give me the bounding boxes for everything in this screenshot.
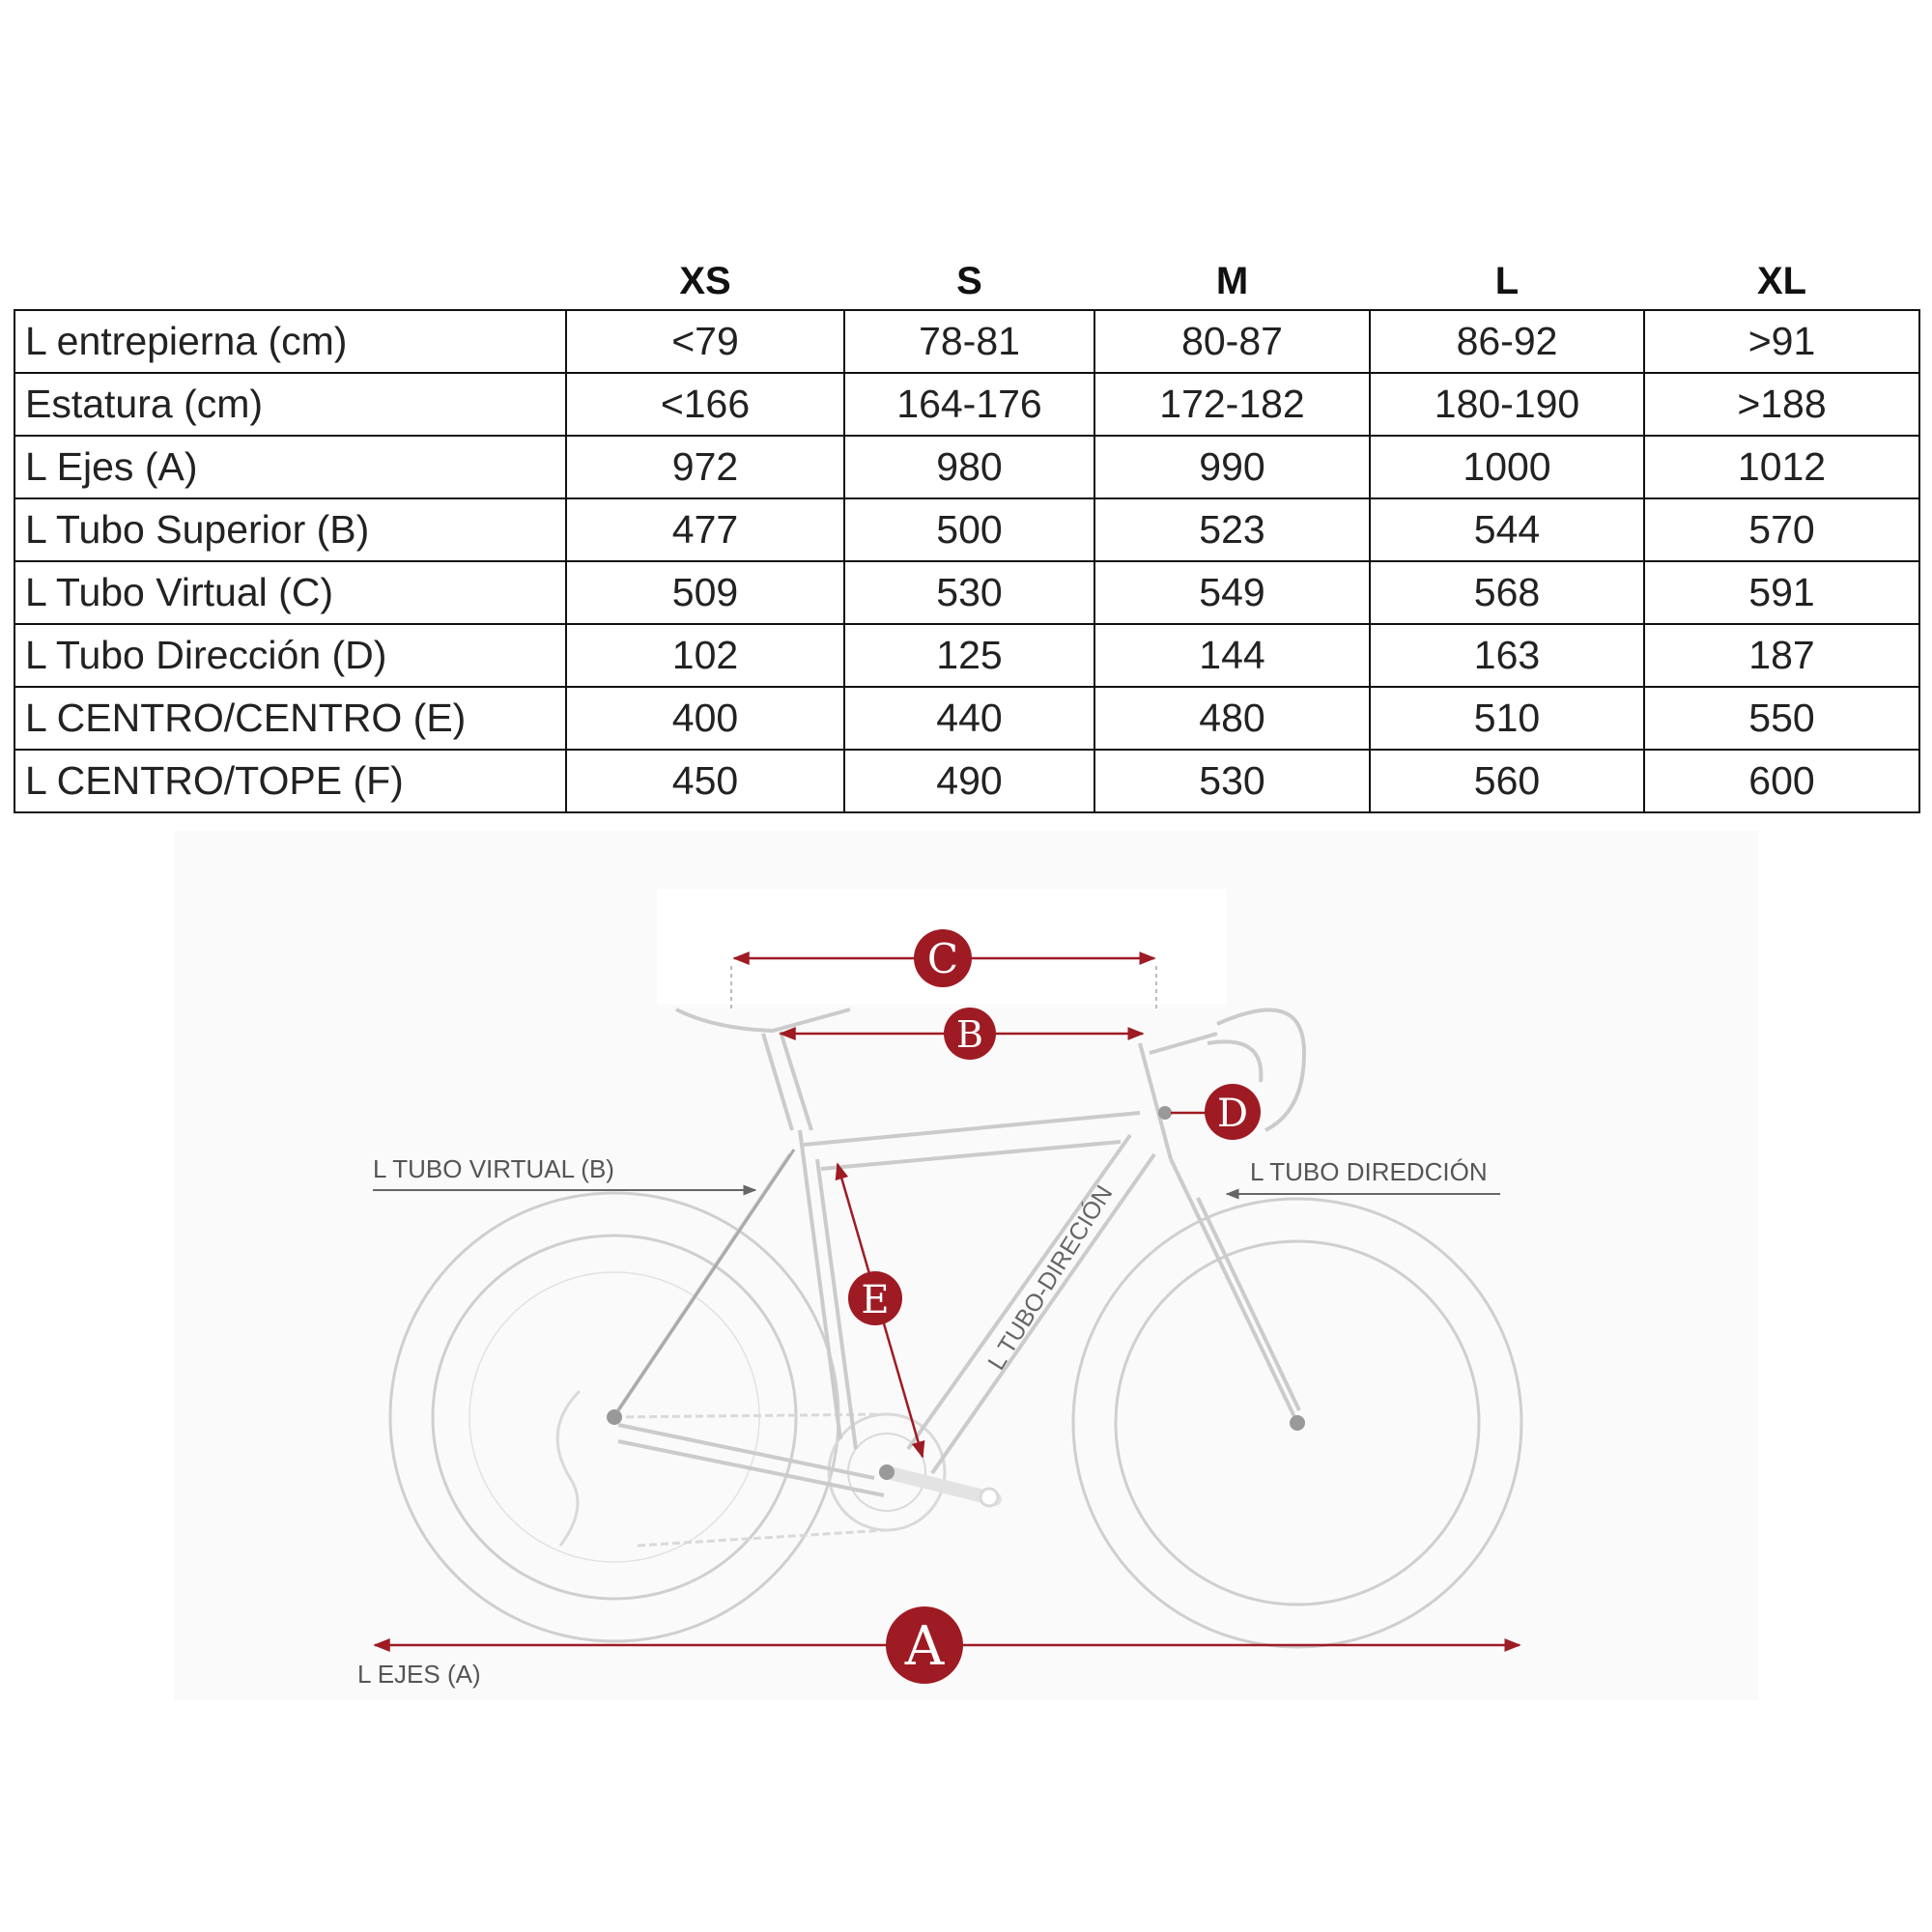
table-cell: 549: [1094, 561, 1370, 624]
table-cell: >188: [1644, 373, 1919, 436]
table-cell: 568: [1370, 561, 1644, 624]
marker-d-label: D: [1216, 1092, 1249, 1136]
table-cell: 510: [1370, 687, 1644, 750]
table-cell: 80-87: [1094, 310, 1370, 373]
marker-c-label: C: [926, 935, 959, 982]
table-cell: 972: [566, 436, 844, 498]
table-cell: <166: [566, 373, 844, 436]
table-cell: 164-176: [844, 373, 1094, 436]
marker-e-label: E: [861, 1278, 890, 1322]
table-cell: 550: [1644, 687, 1919, 750]
table-cell: 187: [1644, 624, 1919, 687]
table-cell: 509: [566, 561, 844, 624]
table-cell: 78-81: [844, 310, 1094, 373]
virtual-tube-label: L TUBO VIRTUAL (B): [373, 1154, 614, 1183]
row-label: L Ejes (A): [14, 436, 566, 498]
size-header: M: [1215, 259, 1249, 302]
table-cell: <79: [566, 310, 844, 373]
table-cell: 500: [844, 498, 1094, 561]
table-cell: 530: [844, 561, 1094, 624]
table-cell: 1012: [1644, 436, 1919, 498]
table-cell: 180-190: [1370, 373, 1644, 436]
row-label: L Tubo Superior (B): [14, 498, 566, 561]
table-cell: 86-92: [1370, 310, 1644, 373]
table-cell: 172-182: [1094, 373, 1370, 436]
down-tube-label: L TUBO-DIRECIÓN: [982, 1180, 1119, 1376]
row-label: Estatura (cm): [14, 373, 566, 436]
table-cell: 523: [1094, 498, 1370, 561]
row-label: L Tubo Dirección (D): [14, 624, 566, 687]
table-cell: 560: [1370, 750, 1644, 812]
marker-b-label: B: [956, 1013, 983, 1056]
row-label: L Tubo Virtual (C): [14, 561, 566, 624]
size-header: L: [1494, 259, 1520, 302]
bottom-bracket: [879, 1464, 895, 1480]
table-cell: 440: [844, 687, 1094, 750]
table-cell: 530: [1094, 750, 1370, 812]
table-cell: 490: [844, 750, 1094, 812]
marker-e: [848, 1271, 902, 1325]
table-cell: 1000: [1370, 436, 1644, 498]
table-cell: 144: [1094, 624, 1370, 687]
marker-b: [944, 1008, 996, 1060]
size-header: XL: [1756, 259, 1807, 302]
table-cell: 400: [566, 687, 844, 750]
table-cell: 125: [844, 624, 1094, 687]
marker-a: [886, 1606, 963, 1684]
table-cell: 570: [1644, 498, 1919, 561]
table-cell: 591: [1644, 561, 1919, 624]
table-cell: 102: [566, 624, 844, 687]
table-cell: >91: [1644, 310, 1919, 373]
row-label: L entrepierna (cm): [14, 310, 566, 373]
head-tube-label: L TUBO DIREDCIÓN: [1250, 1157, 1488, 1186]
table-cell: 163: [1370, 624, 1644, 687]
table-cell: 480: [1094, 687, 1370, 750]
row-label: L CENTRO/TOPE (F): [14, 750, 566, 812]
size-header: S: [956, 259, 982, 302]
table-cell: 980: [844, 436, 1094, 498]
wheelbase-label: L EJES (A): [357, 1660, 481, 1689]
rear-axle: [607, 1409, 622, 1425]
marker-c: [914, 929, 972, 987]
table-cell: 990: [1094, 436, 1370, 498]
size-header: XS: [679, 259, 731, 302]
table-cell: 450: [566, 750, 844, 812]
table-cell: 544: [1370, 498, 1644, 561]
row-label: L CENTRO/CENTRO (E): [14, 687, 566, 750]
table-cell: 600: [1644, 750, 1919, 812]
marker-a-label: A: [904, 1615, 945, 1678]
table-cell: 477: [566, 498, 844, 561]
marker-d: [1205, 1084, 1261, 1140]
headset: [1158, 1106, 1172, 1120]
front-axle: [1290, 1415, 1305, 1431]
